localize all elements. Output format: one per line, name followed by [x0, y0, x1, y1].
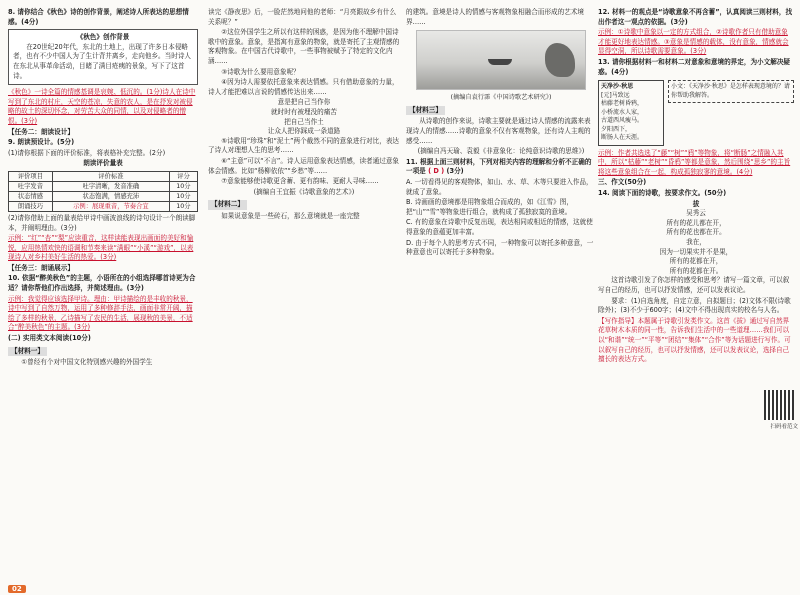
table-row [9, 181, 198, 191]
question-11 [406, 158, 596, 177]
table-header-cell: 评分 [169, 171, 197, 181]
poem-title: 天净沙·秋思 [601, 83, 634, 91]
question-11-points: (3分) [446, 167, 464, 176]
table-cell: 吐字发音 [9, 181, 53, 191]
paragraph: ②这位外国学生之所以有这样的困惑，是因为他不理解中国诗歌中的意象。意象，是指寓有意象的物象，就是寄托了主观情感的客观物象。在中国古代诗歌中，一些事物被赋予了特定的文化内涵…… [208, 28, 400, 65]
poem-line: 所有的花儿都在开， [666, 218, 726, 227]
task-3-heading: 【任务三：朗诵展示】 [8, 263, 74, 272]
question-13: 13. 请你根据材料一和材料二对意象和意境的界定，为小文解决疑惑。(4分) [598, 57, 791, 76]
poem-line: 把自己当作土 [284, 117, 324, 126]
option-c: C. 有的意象在诗歌中反复出现，表达相同或相近的情感，这就使得意象的意蕴更加丰富。 [406, 218, 593, 236]
source-citation: (摘编自冯天瑜、袁毅《非意象化：论纯意识诗歌的思维》) [417, 147, 585, 156]
poem-line: 我在， [686, 238, 706, 246]
poem-line: 意是把自己当作你 [277, 98, 331, 107]
poem-author: [元]马致远 [601, 91, 630, 99]
table-title: 朗读评价量表 [83, 159, 123, 168]
column-3 [406, 8, 596, 259]
question-8: 8. 请你结合《秋色》诗的创作背景，阐述诗人所表达的思想情感。(4分) [8, 8, 189, 26]
question-10: 10. 依据“醉美秋色”的主题，小语所在的小组选择哪首诗更为合适？请你帮他们作出选择，并简述理由。(3分) [8, 274, 196, 293]
question-13-diagram [598, 80, 794, 146]
qr-code-icon[interactable] [764, 390, 794, 420]
question-9: 9. 朗读预设计。(5分) [8, 138, 75, 147]
answer-13: 示例：作者共选选了“藤”“树”“鸦”等物象，将“断肠”之情融入其中，所以“枯藤”“老树”“昏鸦”等都是意象，然后围绕“思乡”的主旨将这些意象组合在一起，构成孤独寂寥的意境。(4分) [598, 148, 791, 176]
page-number: 02 [8, 585, 26, 593]
section-2-heading: (二) 实用类文本阅读(10分) [8, 334, 91, 343]
table-cell: 10分 [169, 191, 197, 201]
column-4 [598, 8, 794, 366]
background-box [8, 29, 198, 85]
answer-11: ( D ) [428, 167, 445, 176]
writing-section-heading: 三、作文(50分) [598, 178, 647, 187]
writing-poem [598, 200, 794, 277]
paragraph: ⑤诗歌用“珍珠”和“泥土”两个截然不同的意象进行对比，表达了诗人对理想人生的思考…… [208, 136, 400, 155]
option-a: A. 一切看得见的客观物体，如山、水、草、木等只要进入作品，就成了意象。 [406, 177, 593, 196]
poem-line: 所有的花也都在开。 [666, 228, 726, 237]
poem-line: 小桥流水人家， [601, 108, 644, 116]
poem-box [598, 80, 664, 146]
option-d: D. 由于每个人的思考方式不同，一种物象可以寄托多种意意，一种意意也可以寄托于多种物象。 [406, 238, 594, 257]
task-2-heading: 【任务二：朗读设计】 [8, 127, 74, 136]
answer-9-2: 示例：“红”“杏”“梨”应读重音，这样读能表现出画面的美好和愉悦，应用热情欢快的语调和节奏来读“满眼”“小溪”“游戏”，以表现诗人对乡村美好生活的热爱。(3分) [8, 234, 194, 262]
poem-line: 让众人把你踩成一条道路 [267, 127, 341, 136]
material-2-text: 如果说意象是一些砖石，那么意境就是一座完整 [221, 211, 360, 220]
poem-title: 拔 [692, 199, 700, 208]
table-row [9, 201, 198, 211]
material-2-tag: 【材料二】 [208, 200, 247, 210]
question-14: 14. 阅读下面的诗歌，按要求作文。(50分) [598, 189, 727, 198]
paragraph: 从诗歌的创作来说，诗歌主要就是通过诗人情感的流露来表现诗人的情感……诗歌的意象不仅有客观物象，还有诗人主观的感受…… [406, 117, 591, 145]
table-header-cell: 评价项目 [9, 171, 53, 181]
table-cell: 吐字清晰，发音准确 [52, 181, 169, 191]
paragraph: 的建筑。意境是诗人的情感与客观物象相融合而形成的艺术境界…… [406, 8, 585, 26]
writing-guide: 【写作指导】本题属于诗歌引发类作文。这首《拔》通过写自然界花草树木本质的同一性，告诉我们生活中的一些道理……我们可以以“和谐”“统一”“平等”“团结”“集体”“合作”等为话题进行写作。可以叙写自己的经历，也可以抒发情感，还可以发表议论，选择自己擅长的表达方式。 [598, 316, 791, 364]
column-1 [8, 8, 198, 369]
column-2 [208, 8, 400, 222]
writing-prompt: 这首诗歌引发了你怎样的感受和思考？请写一篇文章，可以叙写自己的经历，也可以抒发情感，还可以发表议论。 [598, 276, 790, 294]
box-title: 《秋色》创作背景 [76, 33, 130, 42]
poem-line: 因为一切果实并不是果， [659, 247, 733, 256]
option-b: B. 诗画画的意境都是用物象组合而成的，如《江雪》图，把“山”“雪”等物象进行组合，就构成了孤独寂寞的意境。 [406, 198, 573, 216]
question-11-text: 11. 根据上面三则材料，下列对相关内容的理解和分析不正确的一项是 [406, 157, 592, 176]
table-cell-answer: 示例：展现重音，节奏合宜 [52, 201, 169, 211]
material-1-tag: 【材料一】 [8, 347, 47, 357]
paragraph: ⑦意象能够使诗歌更含蓄、更有韵味、更耐人寻味…… [221, 177, 379, 186]
image-caption: (摘编自袁行霈《中国诗歌艺术研究》) [450, 94, 552, 102]
table-cell: 10分 [169, 181, 197, 191]
material-1-text: ①曾经有个对中国文化特别感兴趣的外国学生 [21, 358, 153, 367]
writing-requirements: 要求：(1)自选角度，自定立意，自拟题目；(2)文体不限(诗歌除外)；(3)不少于600字；(4)文中不得出现真实的校名与人名。 [598, 296, 791, 315]
landscape-painting-image [416, 30, 586, 90]
answer-10: 示例：我觉得应该选择甲诗。理由：甲诗描绘的是丰收的秋景，诗中写到了自然万物，运用了多种修辞手法，画面非常开阔，描绘了多样的秋景，乙诗描写了农民的生活，展现秋的美景，不适合“醉美秋色”的主题。(3分) [8, 294, 193, 332]
embedded-poem [208, 98, 400, 136]
table-header-cell: 评价标准 [52, 171, 169, 181]
source-citation: (摘编自王宜振《诗歌意象的艺术》) [253, 187, 355, 196]
poem-line: 就时时有被埋没的痛苦 [271, 107, 337, 116]
table-cell: 10分 [169, 201, 197, 211]
qr-label: 扫码看范文 [770, 424, 798, 430]
paragraph: ④因为诗人需要依托意象来表达情感。只有借助意象的力量，诗人才能把难以言说的情感传达出来…… [208, 78, 399, 96]
poem-line: 所有的花都在开， [669, 257, 723, 266]
paragraph: ③诗歌为什么要用意象呢？ [221, 67, 300, 76]
question-9-1: (1)请你根据下面的评价标准，将表格补充完整。(2分) [8, 148, 166, 157]
rating-table [8, 171, 198, 212]
poem-author: 吴秀云 [686, 209, 706, 218]
poem-line: 所有的花都在开。 [669, 266, 723, 275]
box-text: 在20世纪20年代，东北的土地上，出现了许多日本侵略者，也有不少中国人为了生计背井离乡，走向他乡。当时诗人在东北从事革命活动，目睹了满目疮痍的景象，写下了这首诗。 [13, 42, 192, 80]
paragraph: ⑥“主意”可以“不言”。诗人运用意象表达情感，读者通过意象体会情感。比如“杨柳依依”“乡愁”等…… [208, 156, 400, 175]
poem-line: 夕阳西下， [601, 125, 632, 133]
table-header [9, 171, 198, 181]
answer-12: 示例：①诗歌中意象以一定的方式组合，②诗歌作者只有借助意象才能更好地表达情感。③意象是情感的载体，没有意象，情感就会显得空洞，所以诗歌需要意象。(3分) [598, 28, 789, 56]
table-cell: 朗诵技巧 [9, 201, 53, 211]
table-cell: 状态情感 [9, 191, 53, 201]
question-note-box: 小文：《天净沙·秋思》是怎样表现意境的？请你帮助我解答。 [668, 80, 794, 103]
poem-line: 古道西风瘦马。 [601, 117, 644, 125]
poem-line: 断肠人在天涯。 [601, 134, 644, 142]
answer-8: 《秋色》一诗全篇的情感基调是哀婉、低沉的。(1分)诗人在诗中写到了东北的村庄，天空的苍凉，失意的农人，是在抒发对被侵略的故土的深切怀念，对劳苦大众的同情，以及对侵略者的憎恨。(3分) [8, 88, 196, 125]
table-cell: 状态饱满，情感充沛 [52, 191, 169, 201]
material-3-tag: 【材料三】 [406, 106, 445, 116]
paragraph: 读完《静夜思》后，一脸茫然地问他的老师：“月亮跟故乡有什么关系呢？” [208, 8, 397, 26]
boat-shape [488, 59, 512, 65]
question-12: 12. 材料一的观点是“诗歌意象不再含蓄”，认真阅读三则材料，找出作者这一观点的依据。(3分) [598, 8, 793, 26]
table-row [9, 191, 198, 201]
rock-shape [545, 43, 575, 77]
poem-line: 枯藤老树昏鸦， [601, 100, 644, 108]
question-9-2: (2)请你借助上面的量表给甲诗中画波浪线的诗句设计一个朗读脚本，并阐明理由。(3分) [8, 213, 196, 232]
